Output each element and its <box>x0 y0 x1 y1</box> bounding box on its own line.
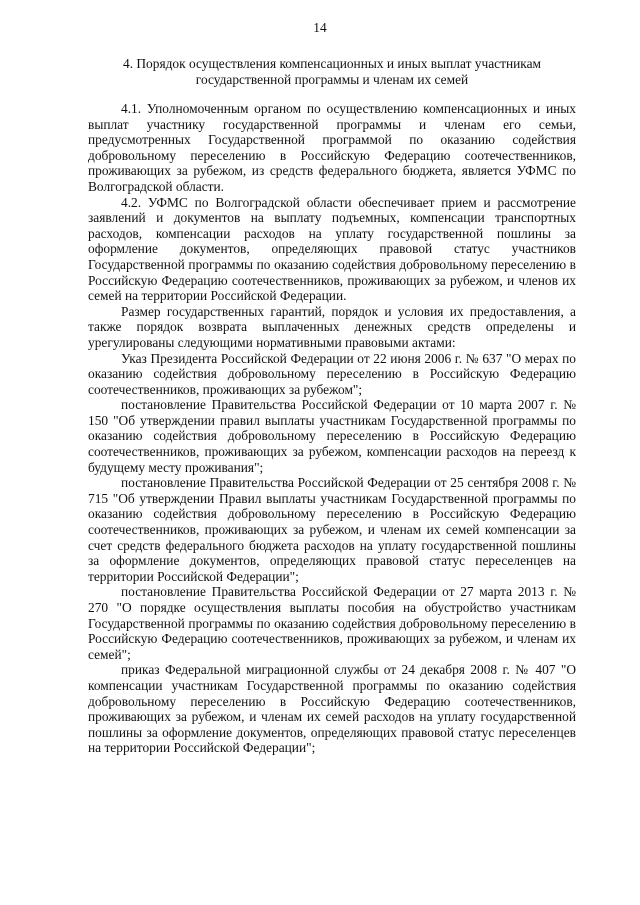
document-body <box>88 101 576 756</box>
paragraph: постановление Правительства Российской Федерации от 27 марта 2013 г. № 270 "О порядке осуществления выплаты пособия на обустройство участникам Государственной программы по оказанию содействия добровольному переселению в Российскую Федерацию соотечественников, проживающих за рубежом, и членам их семей"; <box>88 584 576 662</box>
paragraph: приказ Федеральной миграционной службы от 24 декабря 2008 г. № 407 "О компенсации участникам Государственной программы по оказанию содействия добровольному переселению в Российскую Федерацию соотечественников, проживающих за рубежом, и членам их семей расходов на уплату государственной пошлины за оформление документов, определяющих правовой статус переселенцев на территории Российской Федерации"; <box>88 662 576 756</box>
paragraph: 4.1. Уполномоченным органом по осуществлению компенсационных и иных выплат участнику государственной программы и членам его семьи, предусмотренных Государственной программой по оказанию содействия добровольному переселению в Российскую Федерацию соотечественников, проживающих за рубежом, из средств федерального бюджета, является УФМС по Волгоградской области. <box>88 101 576 194</box>
paragraph: постановление Правительства Российской Федерации от 10 марта 2007 г. № 150 "Об утверждении правил выплаты участникам Государственной программы по оказанию содействия добровольному переселению в Российскую Федерацию соотечественников, проживающих за рубежом, компенсации расходов на переезд к будущему месту проживания"; <box>88 397 576 475</box>
paragraph: Указ Президента Российской Федерации от 22 июня 2006 г. № 637 "О мерах по оказанию содействия добровольному переселению в Российскую Федерацию соотечественников, проживающих за рубежом"; <box>88 350 576 397</box>
paragraph: постановление Правительства Российской Федерации от 25 сентября 2008 г. № 715 "Об утверждении Правил выплаты участникам Государственной программы по оказанию содействия добровольному переселению в Российскую Федерацию соотечественников, проживающих за рубежом, и членам их семей компенсации за счет средств федерального бюджета расходов на уплату государственной пошлины за оформление документов, определяющих правовой статус переселенцев на территории Российской Федерации"; <box>88 475 576 584</box>
page-number: 14 <box>313 20 327 35</box>
paragraph: 4.2. УФМС по Волгоградской области обеспечивает прием и рассмотрение заявлений и документов на выплату подъемных, компенсации транспортных расходов, компенсации расходов на уплату государственной пошлины за оформление документов, определяющих правовой статус участников Государственной программы по оказанию содействия добровольному переселению в Российскую Федерацию соотечественников, проживающих за рубежом, и членов их семей на территории Российской Федерации. <box>88 194 576 304</box>
paragraph: Размер государственных гарантий, порядок и условия их предоставления, а также порядок возврата выплаченных денежных средств определены и урегулированы следующими нормативными правовыми актами: <box>88 303 576 350</box>
section-heading: 4. Порядок осуществления компенсационных и иных выплат участникам государственной программы и членам их семей <box>123 56 541 87</box>
